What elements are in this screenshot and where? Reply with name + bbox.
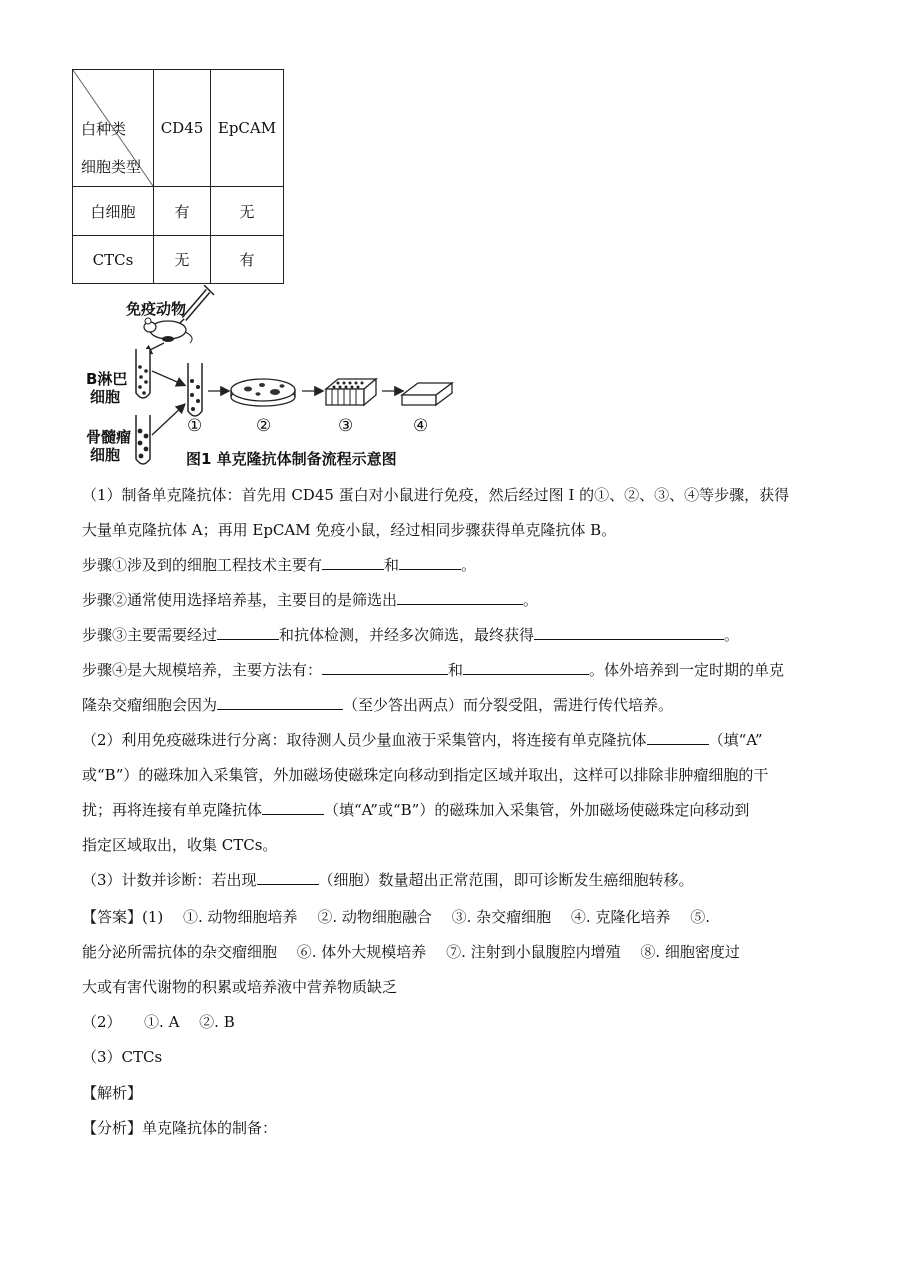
label-b-cell-2: 细胞 <box>90 388 121 406</box>
step2-line: 步骤②通常使用选择培养基，主要目的是筛选出 。 <box>82 591 539 609</box>
blank-4 <box>217 625 279 640</box>
q1-line-2: 大量单克隆抗体 A；再用 EpCAM 免疫小鼠，经过相同步骤获得单克隆抗体 B。 <box>82 521 617 539</box>
step-3-label: ③ <box>338 416 354 436</box>
step-1-label: ① <box>187 416 203 436</box>
blank-3 <box>397 590 523 605</box>
cell-value: 有 <box>154 187 211 236</box>
blank-1 <box>322 555 384 570</box>
cell-value: 有 <box>211 236 284 284</box>
blank-5 <box>534 625 724 640</box>
label-myeloma-2: 细胞 <box>90 446 121 464</box>
table-row <box>73 236 284 284</box>
step4-line-2: 隆杂交瘤细胞会因为 （至少答出两点）而分裂受阻，需进行传代培养。 <box>82 696 674 714</box>
label-immune-animal: 免疫动物 <box>126 300 187 318</box>
q2-line-2: 或“B”）的磁珠加入采集管，外加磁场使磁珠定向移动到指定区域并取出，这样可以排除非肿瘤细胞的干 <box>82 766 769 784</box>
q2-line-4: 指定区域取出，收集 CTCs。 <box>82 836 278 854</box>
header-epcam: EpCAM <box>211 70 284 187</box>
step4-line-1: 步骤④是大规模培养，主要方法有： 和 。体外培养到一定时期的单克 <box>82 661 785 679</box>
cell-value: 无 <box>154 236 211 284</box>
fused-cell-tube-icon <box>188 363 202 416</box>
mouse-icon <box>144 318 192 343</box>
answer-line-1: 【答案】(1) ①. 动物细胞培养 ②. 动物细胞融合 ③. 杂交瘤细胞 ④. 克隆化培养 ⑤. <box>82 908 711 926</box>
label-b-cell-1: B淋巴 <box>86 370 128 388</box>
blank-8 <box>217 695 343 710</box>
b-cell-tube-icon <box>136 349 150 398</box>
diagonal-header-cell <box>73 70 154 187</box>
blank-7 <box>463 660 589 675</box>
step-2-label: ② <box>256 416 272 436</box>
q2-line-3: 扰；再将连接有单克隆抗体 （填“A”或“B”）的磁珠加入采集管，外加磁场使磁珠定向移动到 <box>82 801 750 819</box>
header-cell-type-bottom: 细胞类型 <box>81 158 142 176</box>
cell-value: 无 <box>211 187 284 236</box>
multiwell-plate-icon <box>326 379 376 405</box>
marker-table <box>72 69 284 284</box>
blank-6 <box>322 660 448 675</box>
myeloma-tube-icon <box>136 415 150 464</box>
step3-line: 步骤③主要需要经过 和抗体检测，并经多次筛选，最终获得 。 <box>82 626 740 644</box>
blank-10 <box>262 800 324 815</box>
answer-line-4: （2） ①. A ②. B <box>82 1013 235 1031</box>
step1-line: 步骤①涉及到的细胞工程技术主要有 和 。 <box>82 556 477 574</box>
figure-caption: 图1 单克隆抗体制备流程示意图 <box>186 450 397 468</box>
answer-line-2: 能分泌所需抗体的杂交瘤细胞 ⑥. 体外大规模培养 ⑦. 注射到小鼠腹腔内增殖 ⑧. 细胞密度过 <box>82 943 740 961</box>
q2-line-1: （2）利用免疫磁珠进行分离：取待测人员少量血液于采集管内，将连接有单克隆抗体 （填“A” <box>82 731 763 749</box>
petri-dish-icon <box>231 379 295 406</box>
analysis-line: 【分析】单克隆抗体的制备： <box>82 1119 278 1137</box>
header-cd45: CD45 <box>154 70 211 187</box>
q3-line: （3）计数并诊断：若出现 （细胞）数量超出正常范围，即可诊断发生癌细胞转移。 <box>82 871 694 889</box>
row-label: CTCs <box>73 236 154 284</box>
row-label: 白细胞 <box>73 187 154 236</box>
step-4-label: ④ <box>413 416 429 436</box>
q1-line-1: （1）制备单克隆抗体：首先用 CD45 蛋白对小鼠进行免疫，然后经过图 I 的①、②、③、④等步骤，获得 <box>82 486 790 504</box>
culture-vessel-icon <box>402 383 452 405</box>
answer-line-3: 大或有害代谢物的积累或培养液中营养物质缺乏 <box>82 978 398 996</box>
header-cell-type-top: 白种类 <box>81 120 127 138</box>
table-row <box>73 187 284 236</box>
analysis-heading: 【解析】 <box>82 1084 143 1102</box>
blank-11 <box>257 870 319 885</box>
label-myeloma-1: 骨髓瘤 <box>86 428 132 446</box>
blank-2 <box>399 555 461 570</box>
answer-line-5: （3）CTCs <box>82 1048 163 1066</box>
blank-9 <box>647 730 709 745</box>
